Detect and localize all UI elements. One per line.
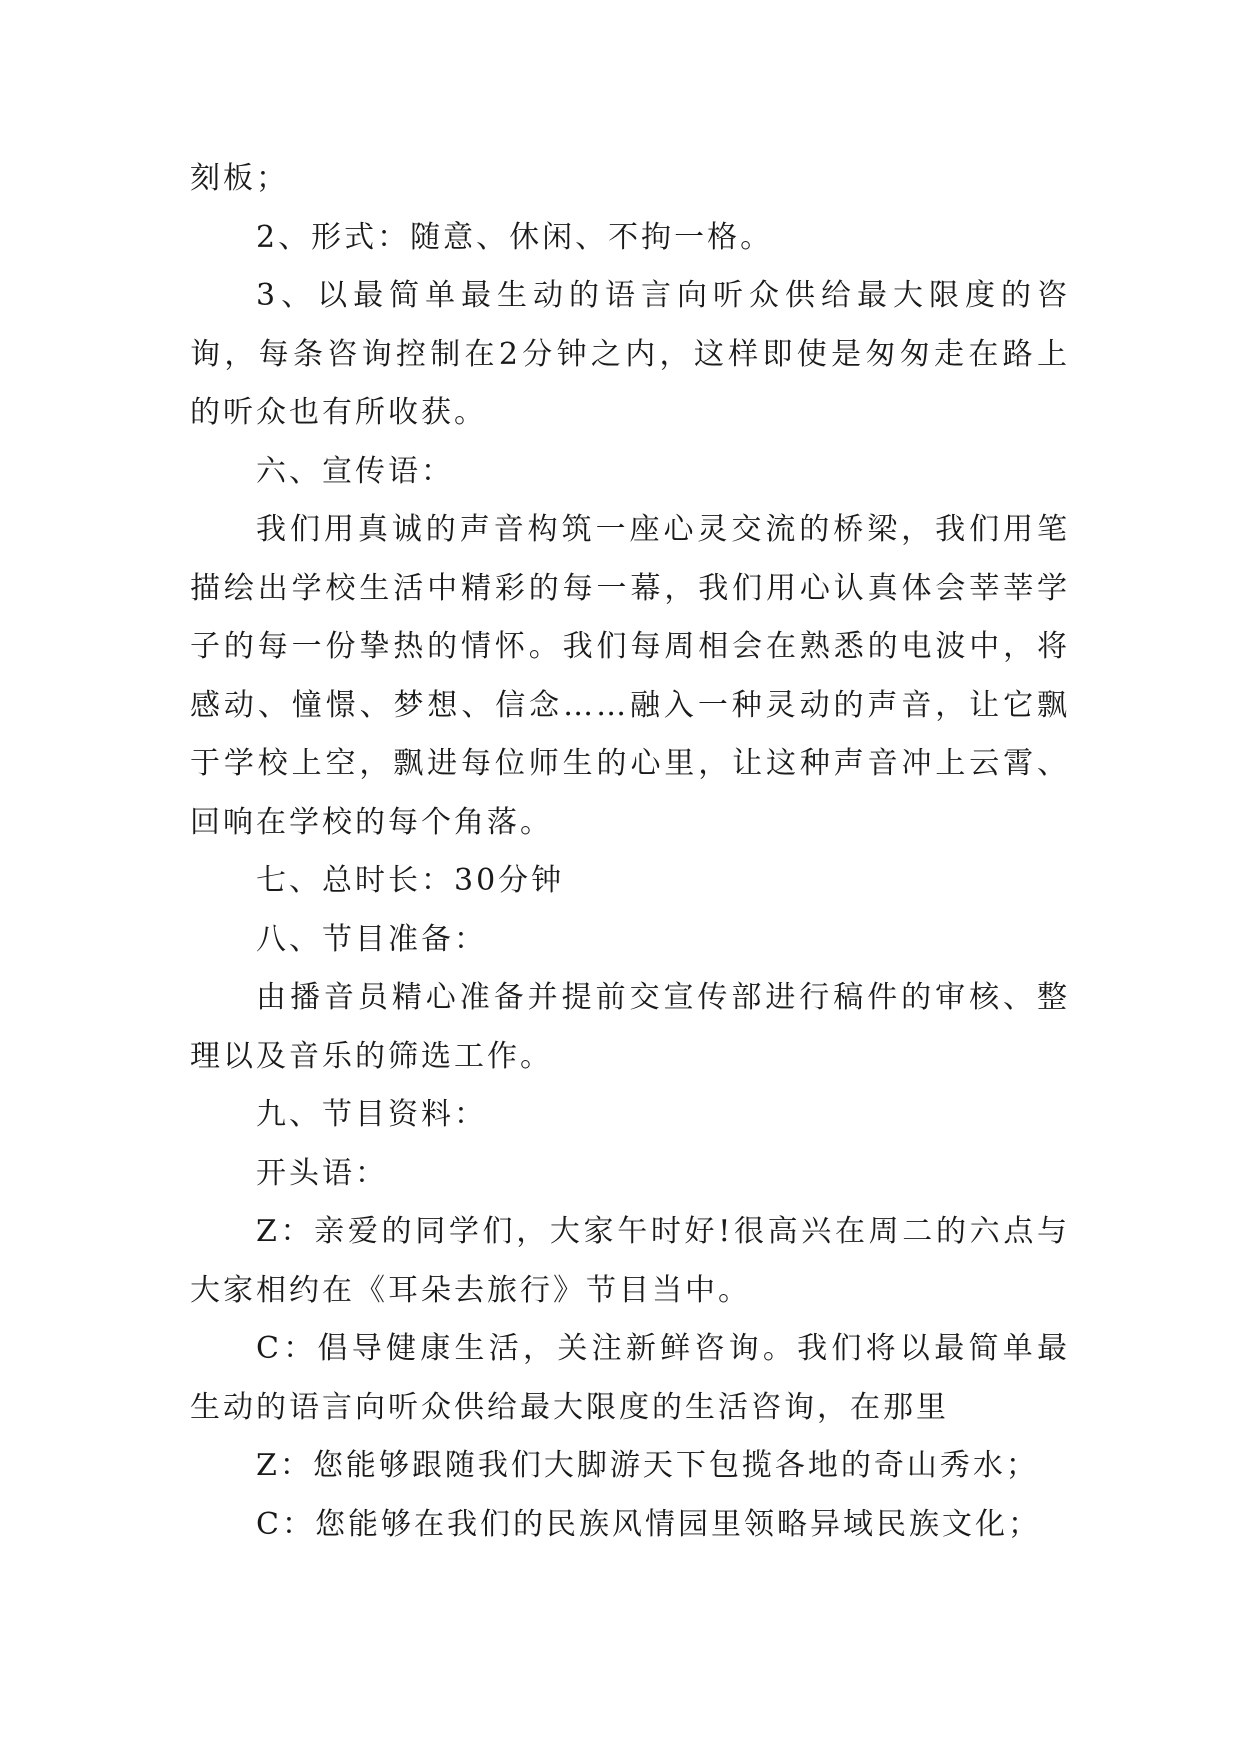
dialogue-line-1: Z：亲爱的同学们，大家午时好!很高兴在周二的六点与大家相约在《耳朵去旅行》节目当中。 bbox=[190, 1214, 1070, 1308]
section-heading-6: 六、宣传语： bbox=[256, 453, 454, 489]
document-body bbox=[190, 150, 1070, 1554]
paragraph-3: 3、以最简单最生动的语言向听众供给最大限度的咨询，每条咨询控制在2分钟之内，这样即使是匆匆走在路上的听众也有所收获。 bbox=[190, 278, 1070, 430]
section-heading-7: 七、总时长：30分钟 bbox=[256, 863, 565, 898]
section-heading-9: 九、节目资料： bbox=[256, 1097, 487, 1132]
paragraph-preparation: 由播音员精心准备并提前交宣传部进行稿件的审核、整理以及音乐的筛选工作。 bbox=[190, 980, 1070, 1074]
paragraph-2: 2、形式：随意、休闲、不拘一格。 bbox=[256, 219, 774, 255]
paragraph-1: 刻板； bbox=[190, 161, 289, 196]
opening-heading: 开头语： bbox=[256, 1155, 388, 1191]
dialogue-line-4: C：您能够在我们的民族风情园里领略异域民族文化； bbox=[256, 1506, 1041, 1542]
paragraph-slogan: 我们用真诚的声音构筑一座心灵交流的桥梁，我们用笔描绘出学校生活中精彩的每一幕，我们用心认真体会莘莘学子的每一份挚热的情怀。我们每周相会在熟悉的电波中，将感动、憧憬、梦想、信念……融入一种灵动的声音，让它飘于学校上空，飘进每位师生的心里，让这种声音冲上云霄、回响在学校的每个角落。 bbox=[190, 512, 1070, 840]
section-heading-8: 八、节目准备： bbox=[256, 921, 487, 957]
dialogue-line-3: Z：您能够跟随我们大脚游天下包揽各地的奇山秀水； bbox=[256, 1448, 1039, 1483]
dialogue-line-2: C：倡导健康生活，关注新鲜咨询。我们将以最简单最生动的语言向听众供给最大限度的生活咨询，在那里 bbox=[190, 1331, 1070, 1425]
